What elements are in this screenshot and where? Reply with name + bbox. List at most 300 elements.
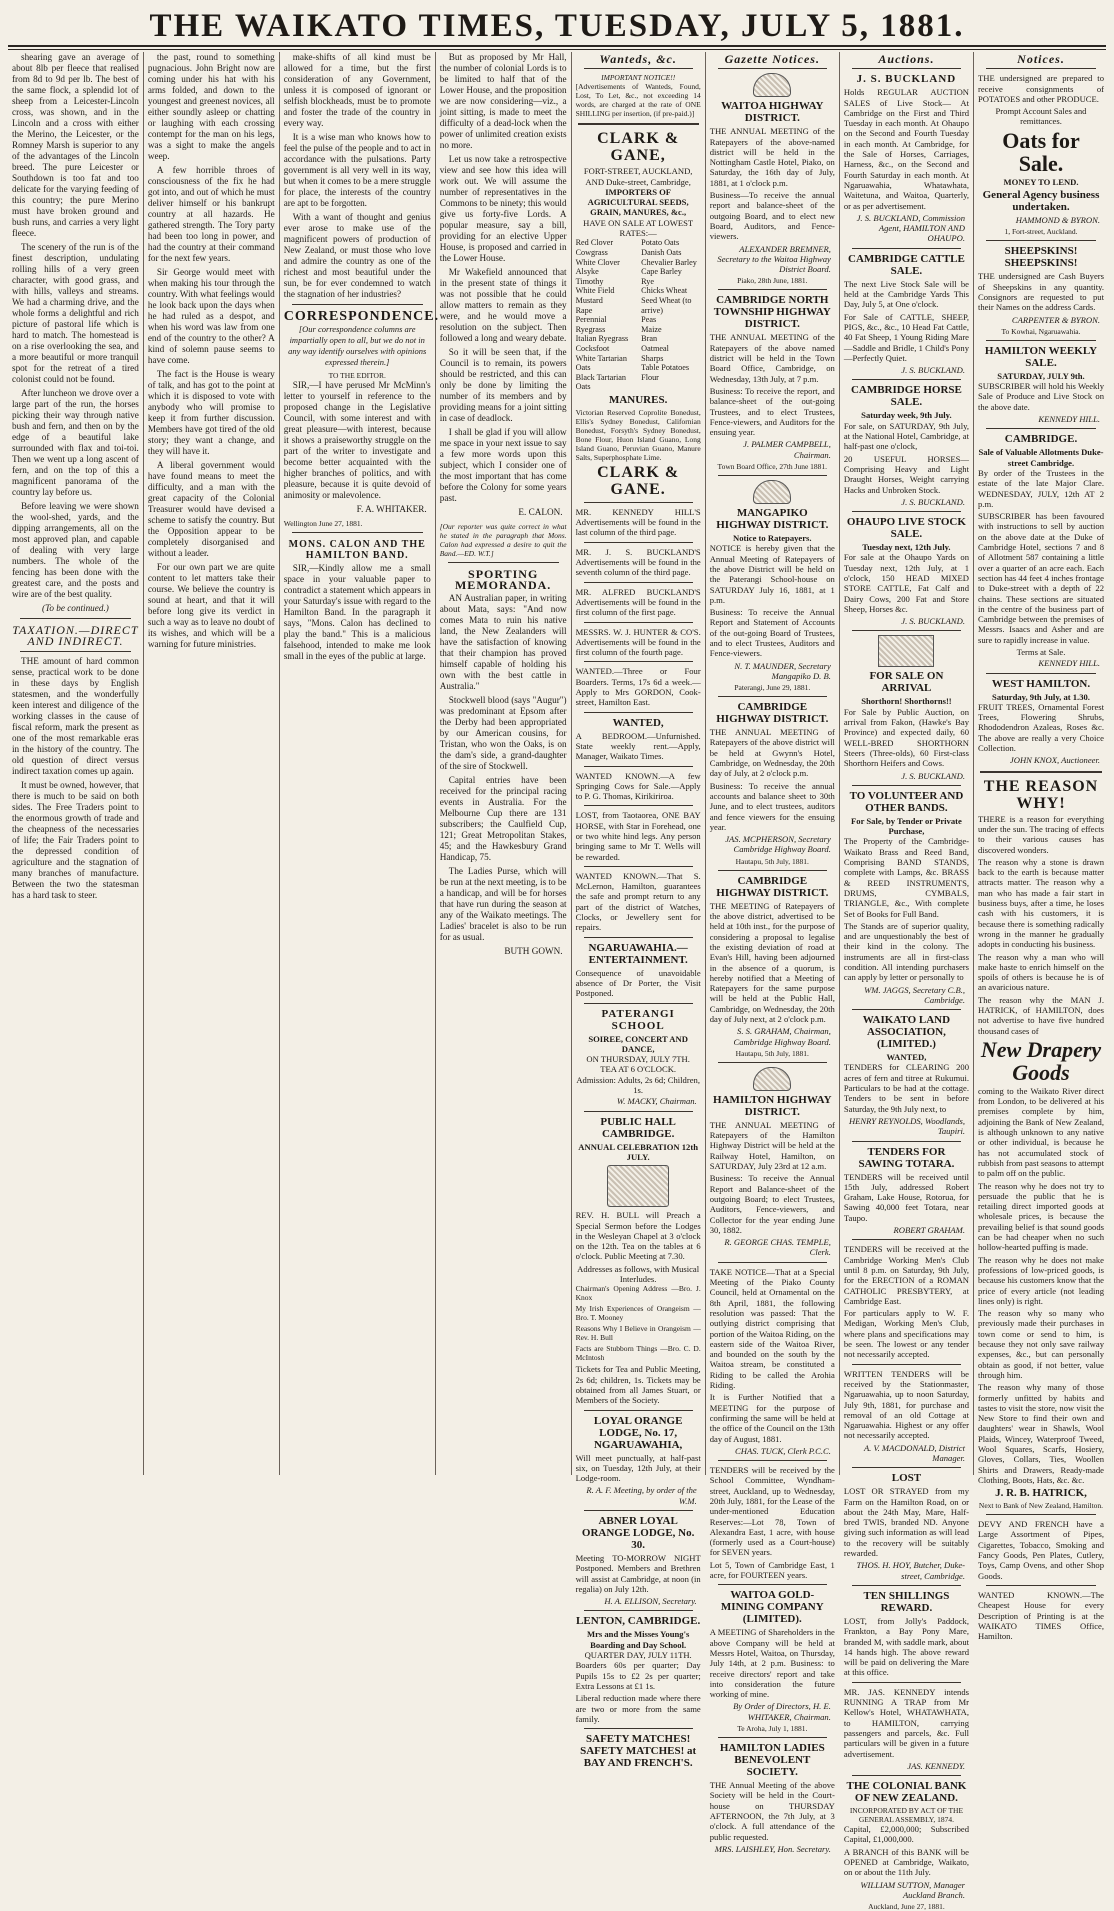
notice-address: Next to Bank of New Zealand, Hamilton. (978, 1501, 1104, 1511)
notice-title: WAITOA HIGHWAY DISTRICT. (721, 100, 824, 125)
notice-text: The reason why a man who will make haste to enrich himself on the spoils of others is because he is of an avaricious nature. (978, 951, 1104, 993)
auction-text: LOST, from Jolly's Paddock, Frankton, a Bay Pony Mare, branded M, with saddle mark, about 14 hands high. The above reward will be paid on delivering the Mare at this office. (843, 1615, 969, 1678)
ad-subtitle: SOIREE, CONCERT AND DANCE, (588, 1033, 688, 1054)
divider (852, 1585, 961, 1586)
divider (852, 630, 961, 631)
column-4 (436, 52, 572, 1475)
article-paragraph: With a want of thought and genius ever arose to make use of the magnificent powers of production of New Zealand, or must those who love and admire the country as one of the richest and most beautiful under the sun, be for ever condemned to watch the stagnation of her industries? (283, 212, 431, 299)
notice-signature: J. R. B. HATRICK, (995, 1487, 1087, 1500)
seed-list-item: Perennial Ryegrass (575, 315, 607, 334)
divider (852, 785, 961, 786)
auction-text: Holds REGULAR AUCTION SALES of Live Stock— At Cambridge on the First and Third Tuesday in each month. At Ohaupo on the Second and Fourth Tuesday in each month. At Cambridge, for the Sale of Horses, Carriages, Harness, &c., on the Second and Fourth Saturday in each month. At Ngaruawahia, Whatawhata, Waitetuna, and Waitoa, Quarterly, or as per advertisement. (843, 87, 969, 211)
auction-subtitle: Saturday week, 9th July. (861, 410, 952, 421)
masthead (0, 0, 1114, 46)
masthead-rule (8, 45, 1106, 47)
divider (292, 532, 423, 533)
ad-text: Consequence of unavoidable absence of Dr Porter, the Visit Postponed. (575, 967, 701, 999)
column-5-wanteds (572, 52, 706, 1770)
notice-text: THE ANNUAL MEETING of Ratepayers of the above district will be held at Gwynn's Hotel, Cambridge, on Wednesday, the 20th day of July, at 2 o'clock p.m. (709, 727, 835, 779)
ad-firm-address: FORT-STREET, AUCKLAND, AND Duke-street, Cambridge, (583, 166, 693, 187)
notice-signature: MRS. LAISHLEY, Hon. Secretary. (714, 1843, 831, 1854)
article-paragraph: the past, round to something pugnacious. John Bright now are coming under his hat with his arms folded, and down to the youngest and greenest novices, all either soundly asleep or chatting or laughing with each crossing contempt for the man on his legs, was a sight to make the angels weep. (147, 52, 275, 161)
auction-signature: J. S. BUCKLAND, Commission Agent, HAMILTON AND OHAUPO. (856, 212, 965, 244)
notice-signature: CARPENTER & BYRON. (1011, 314, 1100, 325)
divider (578, 123, 699, 125)
seed-list-item: Table Potatoes (641, 363, 690, 373)
auction-signature: J. S. BUCKLAND. (901, 365, 965, 376)
auction-text: A BRANCH of this BANK will be OPENED at Cambridge, Waikato, on or about the 11th July. (843, 1846, 969, 1878)
notice-title: CAMBRIDGE HIGHWAY DISTRICT. (716, 701, 829, 726)
notice-text: WANTED KNOWN.—The Cheapest House for every Description of Printing is at the WAIKATO TIMES Office, Hamilton. (978, 1589, 1104, 1642)
manures-title: MANURES. (608, 393, 668, 406)
notice-signature: KENNEDY HILL. (1038, 414, 1100, 425)
auction-title: TO VOLUNTEER AND OTHER BANDS. (849, 789, 964, 814)
auction-text: WRITTEN TENDERS will be received by the Stationmaster, Ngaruawahia, up to noon Saturday, July 9th, 1881, for purchase and removal of an old Cottage at Ngaruawahia. Highest or any offer not necessarily accepted. (843, 1368, 969, 1441)
ad-date: ON THURSDAY, JULY 7TH. (586, 1054, 690, 1065)
notice-text: THE Annual Meeting of the above Society will be held in the Court-house on THURSDAY AFTERNOON, the 7th July, at 3 o'clock. A full attendance of the public requested. (709, 1780, 835, 1842)
notice-text: Business: To receive the annual accounts and balance sheet to 30th June, and to elect trustees, auditors and fence viewers for the ensuing year. (709, 780, 835, 832)
section-heading-notices: Notices. (1017, 52, 1065, 66)
seed-list-item: Rape (575, 305, 593, 315)
divider (292, 304, 423, 305)
notice-subtitle: SATURDAY, JULY 9th. (997, 370, 1085, 381)
ad-subtitle: Mrs and the Misses Young's Boarding and Day School. (586, 1629, 690, 1650)
divider (718, 475, 827, 476)
divider (584, 582, 693, 583)
section-heading-gazette: Gazette Notices. (724, 52, 820, 66)
auction-signature: WILLIAM SUTTON, Manager Auckland Branch. (860, 1879, 965, 1900)
ad-text: Addresses as follows, with Musical Interludes. (577, 1263, 700, 1285)
auction-text: The next Live Stock Sale will be held at the Cambridge Yards This Day, July 5, at One o'clock. (843, 278, 969, 310)
article-paragraph: shearing gave an average of about 8lb per fleece that realised from 8d to 9d per lb. The best of the same flock, a splendid lot of sheep from a Leicester-Lincoln cross, was shown, and in the Lincoln and a cross with either the Merino, the Leicester, or the Romney Marsh is superior to any of the advantages of the Lincoln breed. The pure Leicester or Southdown is too fat and too delicate for the varying feeding of this country; the pure Merino must have broken ground and bush runs, and carries a very light fleece. (12, 52, 139, 238)
column-7-auctions (840, 52, 974, 1911)
divider (584, 805, 693, 806)
seed-list-item: Black Tartarian Oats (575, 372, 627, 392)
divider (980, 771, 1102, 773)
seed-list (576, 238, 701, 392)
notice-signature: By Order of Directors, H. E. WHITAKER, Chairman. (733, 1701, 831, 1722)
notice-text: The reason why the MAN J. HATRICK, of HAMILTON, does not advertise to have five hundred thousand cases of (978, 994, 1104, 1036)
article-paragraph: It is a wise man who knows how to feel the pulse of the people and to act in accordance with the pulsations. Party government is all very well in its way, but when it comes to be a mere struggle for place, the interests of the country are apt to be forgotten. (283, 132, 431, 208)
ad-signature: W. MACKY, Chairman. (616, 1096, 697, 1107)
seed-list-item: Maize (641, 324, 662, 334)
seed-list-item: Chicks Wheat (641, 286, 688, 296)
ad-text: Will meet punctually, at half-past six, on Tuesday, 12th July, at their Lodge-room. (575, 1452, 701, 1484)
auction-title: CAMBRIDGE HORSE SALE. (850, 384, 962, 409)
divider (718, 68, 827, 69)
notice-title: MANGAPIKO HIGHWAY DISTRICT. (716, 507, 829, 532)
article-paragraph: AN Australian paper, in writing about Mata, says: "And now comes Mata to ruin his native land, the New Zealanders will have the satisfaction of knowing that their champion has proved himself capable of holding his own with the best cattle in Australia." (439, 593, 567, 691)
divider (986, 68, 1096, 69)
notice-text: THE undersigned are prepared to receive consignments of POTATOES and other PRODUCE. (978, 73, 1104, 104)
notice-text: Business: To receive the Annual Report and Balance-sheet of the outgoing Board; to elect Trustees, Auditors, Fence-viewers, and Collector for the year ending June 30, 1882. (709, 1173, 835, 1235)
seed-list-item: Alsyke (575, 267, 599, 277)
ad-firm-name: CLARK & GANE, (597, 130, 680, 165)
article-paragraph: But as proposed by Mr Hall, the number of colonial Lords is to be limited to half that of the Lower House, and the proposition we are now considering—viz., a joint sitting, is made to meet the difficulty of a dead-lock when the power of unlimited creation exists no more. (439, 52, 567, 150)
auction-subtitle: For Sale, by Tender or Private Purchase, (851, 815, 962, 837)
notice-address: To Kowhai, Ngaruawahia. (1001, 326, 1081, 336)
auction-signature: J. S. BUCKLAND. (901, 770, 965, 781)
auction-text: The Stands are of superior quality, and are unquestionably the best of their kind in the colony. The instruments are all in first-class condition. All intending purchasers can apply by letter or personally to (843, 920, 969, 983)
ad-text: Liberal reduction made where there are two or more from the same family. (575, 1693, 701, 1724)
auction-title: WAIKATO LAND ASSOCIATION, (LIMITED.) (862, 1014, 951, 1051)
notice-date: Piako, 28th June, 1881. (737, 276, 808, 286)
ad-title: LENTON, CAMBRIDGE. (576, 1615, 701, 1628)
notice-title: HAMILTON LADIES BENEVOLENT SOCIETY. (719, 1742, 825, 1779)
auction-subtitle: Shorthorn! Shorthorns!! (861, 696, 952, 707)
seed-list-item: White Field Mustard (575, 286, 615, 305)
article-paragraph: make-shifts of all kind must be allowed for a time, but the first consideration of any Government, unless it is composed of ignorant or selfish blockheads, must be to promote and foster the trade of the country in every way. (283, 52, 431, 128)
seed-list-item: Timothy (575, 276, 604, 286)
article-paragraph: So it will be seen that, if the Council is to remain, its powers should be restricted, and this can only be done by limiting the number of its members and by providing means for a joint sitting in case of deadlock. (439, 347, 567, 423)
notice-signature: HAMMOND & BYRON. (1015, 215, 1100, 226)
auction-title: J. S. BUCKLAND (856, 73, 957, 86)
ad-title: PATERANGI SCHOOL (601, 1007, 675, 1032)
divider (718, 1584, 827, 1585)
seed-list-item: Red Clover (575, 238, 614, 248)
notice-text: THE MEETING of Ratepayers of the above district, advertised to be held at 10th inst., for the purpose of considering a proposal to legalise the existing deviation of road at Evan's Hill, having been adjourned in the absence of a quorum, is hereby notified that a Meeting of Ratepayers for the same purpose will be held at the Public Hall, Cambridge, on Wednesday, the 20th day of July next, at 2 o'clock p.m. (709, 900, 835, 1024)
divider (584, 661, 693, 662)
auction-signature: JAS. KENNEDY. (907, 1760, 965, 1771)
letter-body: SIR,—Kindly allow me a small space in your valuable paper to contradict a statement which appears in your Saturday's issue with regard to the Hamilton Band. In the paragraph it says, "Mons. Calon has declined to play the band." This is a malicious falsehood, intended to make me look small in the eyes of the public at large. (283, 563, 431, 661)
divider (852, 248, 961, 249)
divider (718, 870, 827, 871)
divider (718, 1062, 827, 1063)
auction-signature: J. S. BUCKLAND. (901, 496, 965, 507)
divider (584, 766, 693, 767)
masthead-title: THE WAIKATO TIMES, TUESDAY, JULY 5, 1881. (149, 8, 965, 44)
notice-text: The reason why so many who previously made their purchases in town come or send to him, is because they not only save railway expenses, &c., but can personally obtain as good, if not better, value through him. (978, 1308, 1104, 1380)
ad-firm-name: CLARK & GANE. (597, 463, 680, 498)
coat-of-arms-illustration (753, 480, 791, 504)
notice-text: Lot 5, Town of Cambridge East, 1 acre, for FOURTEEN years. (709, 1559, 835, 1581)
divider (986, 1514, 1096, 1515)
ad-firm-trade: IMPORTERS OF AGRICULTURAL SEEDS, GRAIN, MANURES, &c., (587, 186, 689, 218)
ad-text: Reasons Why I Believe in Orangeism —Rev. H. Bull (575, 1324, 701, 1343)
column-6-gazette (706, 52, 840, 1854)
divider (986, 673, 1096, 674)
article-paragraph: The scenery of the run is of the finest description, undulating rolling hills of a very green character, with good grass, and with hills, valleys and streams. We had a charming drive, and the whole forms a delightful and rich picture of pastoral life which is hard to match. The homestead is on a rise overlooking the sea, and a more beautiful or more tranquil spot for the retreat of a tired colonist could not be found. (12, 242, 139, 384)
ad-text: Facts are Stubborn Things —Bro. C. D. McIntosh (575, 1344, 701, 1363)
seed-list-left (576, 238, 636, 392)
notice-title: HAMILTON WEEKLY SALE. (984, 344, 1098, 369)
ad-signature: H. A. ELLISON, Secretary. (604, 1596, 697, 1607)
auction-subtitle: Tuesday next, 12th July. (862, 542, 951, 553)
article-paragraph: It must be owned, however, that there is much to be said on both sides. The Free Traders point to the enormous growth of trade and the cheapness of the necessaries of life; the Fair Traders point to the depressed condition of agriculture and the stagnation of many branches of manufacture. Between the two the statesman has a hard task to steer. (12, 780, 139, 900)
notice-date: Town Board Office, 27th June 1881. (717, 462, 828, 472)
auction-title: TENDERS FOR SAWING TOTARA. (858, 1145, 955, 1170)
auction-signature: WM. JAGGS, Secretary C.B., Cambridge. (864, 984, 965, 1005)
divider (584, 866, 693, 867)
auction-text: TENDERS will be received at the Cambridge Working Men's Club until 8 p.m. on Saturday, 9th July, for the ERECTION of a ROMAN CATHOLIC PRESBYTERY, at Cambridge East. (843, 1244, 969, 1306)
notice-text: coming to the Waikato River direct from London, to be delivered at his premises complete by him, adjoining the Bank of New Zealand, is although unknown to any native or other individual, is because he has not accumulated stock of rubbish from past seasons to attempt to palm off on the public. (978, 1085, 1104, 1179)
coat-of-arms-illustration (753, 73, 791, 97)
divider (718, 289, 827, 290)
seed-list-item: Cape Barley (641, 267, 682, 277)
auction-signature: THOS. H. HOY, Butcher, Duke-street, Cambridge. (856, 1560, 965, 1581)
ad-text: My Irish Experiences of Orangeism —Bro. T. Mooney (575, 1304, 701, 1323)
ad-text: TEA AT 6 O'CLOCK. (600, 1064, 677, 1075)
article-paragraph: Let us now take a retrospective view and see how this idea will work out. We will assume the number of representatives in the Commons to be ninety; this would give us forty-five Lords. A popular measure, say a bill, providing for an elective Upper House, is proposed and carried in the Lower House. (439, 154, 567, 263)
ad-text: Tickets for Tea and Public Meeting, 2s 6d; children, 1s. Tickets may be obtained from all James Stuart, or Members of the Society. (575, 1364, 701, 1406)
divider (584, 542, 693, 543)
auction-text: LOST OR STRAYED from my Farm on the Hamilton Road, on or about the 24th May, Mare, Half-bred TWIS, branded ND. Anyone giving such information as will lead to the recovery will be suitably rewarded. (843, 1486, 969, 1559)
divider (718, 1262, 827, 1263)
correspondence-note: [Our correspondence columns are impartially open to all, but we do not in any way identify ourselves with opinions expressed therein.] (288, 324, 427, 367)
column-1 (8, 52, 144, 1475)
notice-text: FRUIT TREES, Ornamental Forest Trees, Flowering Shrubs, Rhododendron Azaleas, Roses &c. The above are really a very Choice Collection. (978, 701, 1104, 754)
ad-signature: R. A. F. Meeting, by order of the W.M. (586, 1485, 697, 1506)
notice-text: A MEETING of Shareholders in the above Company will be held at Messrs Hotel, Waitoa, on Thursday, July 14th, at 2 p.m. Business: to receive directors' report and take into consideration the future working of mine. (709, 1627, 835, 1700)
divider (852, 1364, 961, 1365)
notice-text: Terms at Sale. (1016, 646, 1066, 657)
notice-text: TAKE NOTICE—That at a Special Meeting of the Piako County Council, held at Ornamental on the 8th April, 1881, the following resolution was passed: That the outlying district comprising that portion of the Waitoa Riding, on the eastern side of the Waitoa River, and bounded on the south by the Waitoa stream, be constituted a Riding to be called the Arohia Riding. (709, 1266, 835, 1391)
letter-signature: E. CALON. (518, 507, 563, 517)
oats-for-sale-title: Oats for Sale. (1002, 127, 1080, 176)
divider (852, 1239, 961, 1240)
ad-subtitle: ANNUAL CELEBRATION 12th JULY. (578, 1141, 698, 1162)
divider (986, 428, 1096, 429)
notice-subtitle: MONEY TO LEND. (1003, 176, 1079, 187)
ad-firm-lead: HAVE ON SALE AT LOWEST RATES:— (583, 217, 694, 239)
seed-list-item: Sharps (641, 353, 664, 363)
auction-signature: ROBERT GRAHAM. (893, 1225, 965, 1236)
article-paragraph: A liberal government would have found means to meet the difficulty, and a man with the great capacity of the Colonial Treasurer would have devised a scheme to satisfy the country. But the Opposition appear to be completely disorganised and without a leader. (147, 460, 275, 558)
section-heading-correspondence: CORRESPONDENCE. (283, 309, 440, 324)
article-paragraph: Capital entries have been received for the principal racing events in Australia. For the Melbourne Cup there are 131 subscribers; the Caulfield Cup, 121; Great Metropolitan Stakes, 45; and the Hawkesbury Grand Handicap, 75. (439, 775, 567, 862)
auction-text: For Sale of CATTLE, SHEEP, PIGS, &c., &c., 10 Head Fat Cattle, 40 Fat Sheep, 1 Young Riding Mare—Saddle and Bridle, 1 Child's Pony—Perfectly Quiet. (843, 311, 969, 363)
auction-text: MR. JAS. KENNEDY intends RUNNING A TRAP from Mr Kellow's Hotel, WHATAWHATA, to HAMILTON, carrying passengers and parcels, &c. Full particulars will be given in a future advertisement. (843, 1686, 969, 1759)
seed-list-item: Rye (641, 276, 655, 286)
notice-text: THE ANNUAL MEETING of the Ratepayers of the above-named district will be held in the Nottingham Castle Hotel, Piako, on Saturday, the 16th day of July, 1881, at 1 o'clock p.m. (709, 126, 835, 188)
notice-signature: JOHN KNOX, Auctioneer. (1009, 755, 1100, 766)
notice-signature: R. GEORGE CHAS. TEMPLE, Clerk. (724, 1237, 831, 1258)
ad-title: WANTED, (612, 716, 664, 729)
divider (986, 340, 1096, 341)
divider (852, 68, 961, 69)
notice-text: THE ANNUAL MEETING of Ratepayers of the Hamilton Highway District will be held at the Railway Hotel, Hamilton, on SATURDAY, July 23rd at 12 a.m. (709, 1119, 835, 1172)
ad-text: WANTED KNOWN.—A few Springing Cows for Sale.—Apply to P. G. Thomas, Kirikiriroa. (575, 770, 701, 802)
divider (584, 1610, 693, 1611)
article-paragraph: For our own part we are quite content to let matters take their course. We believe the country is sound at heart, and that it will before long give its verdict in such a way as to leave no doubt of its wishes, and which will be a warning for future ministries. (147, 562, 275, 649)
ad-text: Meeting TO-MORROW NIGHT Postponed. Members and Brethren will assist at Cambridge, at noon (in regalia) on July 12th. (575, 1552, 701, 1594)
notice-text: Prompt Account Sales and remittances. (995, 106, 1087, 127)
divider (584, 502, 693, 503)
auction-date: Auckland, June 27, 1881. (868, 1902, 945, 1911)
seed-list-item: Chevalier Barley (641, 257, 697, 267)
divider (718, 1737, 827, 1738)
column-3 (280, 52, 440, 1475)
auction-text: TENDERS for CLEARING 200 acres of fern and titree at Rukumui. Particulars to be had at the cottage. Tenders to be sent in before Saturday, the 9th July next, to (843, 1062, 969, 1114)
divider (584, 937, 693, 938)
auction-title: CAMBRIDGE CATTLE SALE. (848, 252, 965, 277)
new-drapery-title: New Drapery Goods (980, 1036, 1102, 1085)
notice-signature: J. PALMER CAMPBELL, Chairman. (743, 439, 831, 460)
notice-text: The reason why many of those formerly unfitted by habits and tastes to visit the store, now visit the New Store to find their own and daughters' wear in Shawls, Wool Plaids, Wincey, Waterproof Tweed, Wool Squares, Scarfs, Hosiery, Gloves, Collars, Ties, Woollen Shirts and Drawers, Ready-made Clothing, Boots, Hats, &c. &c. (978, 1382, 1104, 1485)
section-heading-auctions: Auctions. (878, 52, 935, 66)
notice-subtitle: Notice to Ratepayers. (733, 533, 812, 544)
auction-subtitle: WANTED, (886, 1052, 927, 1063)
section-heading-sporting: SPORTING MEMORANDA. (454, 567, 552, 592)
article-paragraph: A few horrible throes of consciousness of the fix he had got into, and out of which he must deliver himself or his bankrupt country at all hazards. He gathered strength. The Tory party had been too long in power, and had the country at their command for the next few years. (147, 165, 275, 263)
notice-signature: KENNEDY HILL. (1038, 658, 1100, 669)
coat-of-arms-illustration (753, 1067, 791, 1091)
auction-text: The Property of the Cambridge-Waikato Brass and Reed Band, Comprising BAND STANDS, complete with Lamps, &c. BRASS & REED INSTRUMENTS, DRUMS, CYMBALS, TRIANGLE, &c., With complete Set of Books for Full Band. (843, 836, 969, 919)
bull-illustration (878, 635, 934, 667)
column-8-notices (974, 52, 1108, 1642)
ad-title: NGARUAWAHIA.—ENTERTAINMENT. (588, 941, 688, 966)
reason-why-title: THE REASON WHY! (983, 777, 1099, 812)
article-paragraph: THE amount of hard common sense, practical work to be done in these days by English statesmen, and the wonderfully keen interest and diligence of the working classes in the cause of fiscal reform, mark the present as one of the most remarkable eras in the history of the country. The old question of direct versus indirect taxation comes up again. (12, 656, 139, 776)
notice-signature: JAS. MCPHERSON, Secretary Cambridge Highway Board. (725, 834, 831, 855)
divider (584, 1510, 693, 1511)
letter-date: Wellington June 27, 1881. (283, 519, 363, 528)
article-paragraph: Stockwell blood (says "Augur") was predominant at Epsom after the Derby had been appropriated by our American cousins, for Tristan, who won the Oaks, is on the dam's side, a grand-daughter of the sire of Stockwell. (439, 695, 567, 771)
ad-title: ABNER LOYAL ORANGE LODGE, No. 30. (581, 1514, 695, 1551)
notice-signature: CHAS. TUCK, Clerk P.C.C. (735, 1445, 831, 1456)
ad-text: WANTED.—Three or Four Boarders. Terms, 17s 6d a week.—Apply to Mrs GORDON, Cook-street, Hamilton East. (575, 666, 701, 708)
notice-title: WEST HAMILTON. (991, 677, 1091, 690)
notice-title: CAMBRIDGE. (1004, 433, 1078, 446)
column-container (8, 52, 1108, 1911)
article-paragraph: Sir George would meet with when making his tour through the country. With what feelings would he look back upon the days when he had ruled as a despot, and when his word was law from one end of the country to the other? A kind of solemn pause seems to have come. (147, 267, 275, 365)
article-heading: TAXATION.—DIRECT AND INDIRECT. (12, 623, 139, 648)
letter-heading: TO THE EDITOR. (328, 371, 386, 380)
divider (852, 1141, 961, 1142)
letter-heading: MONS. CALON AND THE HAMILTON BAND. (288, 539, 426, 561)
seed-list-item: Italian Ryegrass (575, 334, 629, 344)
seed-list-item: Bran (641, 334, 658, 344)
seed-list-item: Cocksfoot (575, 343, 610, 353)
notice-text: THERE is a reason for everything under the sun. The tracing of effects to their various causes has discovered wonders. (978, 813, 1104, 855)
seed-list-right (641, 238, 701, 392)
notice-text: By order of the Trustees in the estate of the late Major Clare. WEDNESDAY, JULY, 12th AT 2 p.m. (978, 467, 1104, 509)
notice-text: [Advertisements of Wanteds, Found, Lost, To Let, &c., not exceeding 14 words, are charged at the rate of ONE SHILLING per insertion, (if pre-paid.)] (575, 82, 701, 119)
article-paragraph: The fact is the House is weary of talk, and has got to the point at which it is disposed to vote with anybody who will promise to keep it from further discussion. Members have got tired of the old story; they want a change, and they will have it. (147, 369, 275, 456)
notice-title: CAMBRIDGE HIGHWAY DISTRICT. (716, 874, 829, 899)
divider (584, 622, 693, 623)
column-2 (144, 52, 280, 1475)
divider (718, 1460, 827, 1461)
seed-list-item: White Clover (575, 257, 620, 267)
divider (852, 1682, 961, 1683)
letter-body: SIR,—I have perused Mr McMinn's letter to yourself in reference to the proposed change in the Legislative Council, with some interest and with great pleasure—with interest, because it shows a praiseworthy struggle on the part of the writer to investigate and become better acquainted with the higher branches of politics, and with pleasure, because it is quite devoid of animosity or malevolence. (283, 380, 431, 500)
continued-note: (To be continued.) (42, 603, 109, 613)
notice-text: The reason why he does not try to persuade the public that he is retailing direct imported goods at wholesale prices, is because the prevailing belief is that sound goods can be had cheaper when no such hollow-hearted puffing is made. (978, 1180, 1104, 1253)
notice-text: The reason why a stone is drawn back to the earth is because matter attracts matter. The reason why a man who has made a fair start in business buys, after a time, he loses cash with his customers, it is because there is something radically wrong in the manner he gradually adopts in conducting his business. (978, 856, 1104, 950)
notice-title: CAMBRIDGE NORTH TOWNSHIP HIGHWAY DISTRICT. (713, 294, 831, 331)
auction-title: TEN SHILLINGS REWARD. (863, 1589, 950, 1614)
notice-text: THE undersigned are Cash Buyers of Sheepskins in any quantity. Consignors are requested to put their Names on the address Cards. (978, 271, 1104, 313)
divider (584, 1410, 693, 1411)
notice-title: HAMILTON HIGHWAY DISTRICT. (713, 1093, 832, 1118)
divider (852, 1467, 961, 1468)
divider (584, 712, 693, 713)
ad-title: LOYAL ORANGE LODGE, No. 17, NGARUAWAHIA, (593, 1414, 683, 1451)
divider (852, 511, 961, 512)
byline: BUTH GOWN. (504, 946, 563, 956)
divider (852, 379, 961, 380)
seed-list-item: White Tartarian Oats (575, 353, 627, 373)
notice-text: THE ANNUAL MEETING of the Ratepayers of the above named district will be held in the Town Board Office, Cambridge, on Wednesday, 13th July, at 7 p.m. (709, 332, 835, 384)
divider (584, 68, 693, 69)
divider (718, 696, 827, 697)
ad-text: MR. ALFRED BUCKLAND'S Advertisements will be found in the first column of the first page. (575, 586, 701, 618)
article-paragraph: After luncheon we drove over a large part of the run, the horses picking their way through native bush and fern, and then on by the edge of a beautiful lake surrounded with flax and toi-toi. Then we went up a long ascent of fern, and on the top of this a magnificent panorama of the country lay before us. (12, 388, 139, 497)
auction-title: LOST (891, 1472, 922, 1485)
auction-title: OHAUPO LIVE STOCK SALE. (846, 516, 966, 541)
ad-text: Boarders 60s per quarter; Day Pupils 15s to £2 2s per quarter; Extra Lessons at £1 1s. (575, 1660, 701, 1691)
auction-text: 20 USEFUL HORSES— Comprising Heavy and Light Draught Horses, Weight carrying Hacks and Unbroken Stock. (843, 453, 969, 495)
ad-text: LOST, from Taotaorea, ONE BAY HORSE, with Star in Forehead, one or two white hind legs. Any person bringing same to Mr T. Wells will be rewarded. (575, 810, 701, 862)
notice-title: WAITOA GOLD-MINING COMPANY (LIMITED). (720, 1589, 824, 1626)
notice-subtitle: Sale of Valuable Allotments Duke-street Cambridge. (978, 447, 1104, 468)
divider (986, 1585, 1096, 1586)
divider (852, 1775, 961, 1776)
ad-text: Admission: Adults, 2s 6d; Children, 1s. (576, 1074, 700, 1096)
manures-list: Victorian Reserved Coprolite Bonedust, Ellis's Sydney Bonedust, Californian Bonedust, Forsyth's Sydney Bonedust, Bone Flour, Huon Island Guano, Long Island Guano, Peruvian Guano, Manure Salts, Superphosphate Lime. (575, 407, 701, 462)
notice-text: Business: To receive the Annual Report and Statement of Accounts of the out-going Board of Trustees, and to elect Trustees, Auditors and Fence-viewers. (709, 607, 835, 659)
notice-date: Paterangi, June 29, 1881. (734, 683, 811, 693)
seed-list-item: Potato Oats (641, 238, 680, 248)
notice-date: Hautapu, 5th July, 1881. (735, 1048, 809, 1058)
notice-text: SUBSCRIBER will hold his Weekly Sale of Produce and Live Stock on the above date. (978, 381, 1104, 412)
seed-list-item: Danish Oats (641, 247, 682, 257)
seed-list-item: Peas (641, 315, 657, 325)
notice-text: The reason why he does not make professions of low-priced goods, is because his customers know that the price of every article (not leading lines only) is right. (978, 1254, 1104, 1306)
divider (584, 1111, 693, 1112)
notice-text: It is Further Notified that a MEETING for the purpose of confirming the same will be held at the office of the Council on the 13th day of August, 1881. (709, 1392, 835, 1444)
divider (584, 1003, 693, 1004)
ad-text: WANTED KNOWN.—That S. McLernon, Hamilton, guarantees the safe and prompt return to any part of the district of Watches, Clocks, or Jewellery sent for repairs. (575, 870, 701, 933)
notice-text: NOTICE is hereby given that the Annual Meeting of Ratepayers of the above District will be held on the Paterangi School-house on SATURDAY July 16, 1881, at 1 p.m. (709, 543, 835, 605)
auction-text: For Sale by Public Auction, on arrival from Fakon, (Hawke's Bay Province) and expected daily, 60 WELL-BRED SHORTHORN Steers (Three-olds), 60 First-class Shorthorn Heifers and Cows. (843, 706, 969, 769)
article-paragraph: Mr Wakefield announced that in the present state of things it was not possible that he could allow matters to remain as they were, and he would move a resolution on the subject. Then followed a long and weary debate. (439, 267, 567, 343)
auction-title: THE COLONIAL BANK OF NEW ZEALAND. (846, 1780, 967, 1805)
auction-text: Capital, £2,000,000; Subscribed Capital, £1,000,000. (843, 1824, 969, 1845)
ad-text: MESSRS. W. J. HUNTER & CO'S. Advertisements will be found in the first column of the fourth page. (575, 626, 701, 658)
notice-text: Business—To receive the annual report and balance-sheet of the outgoing Board, and to elect new Board, Auditors, and Fence-viewers. (709, 190, 835, 242)
section-heading-wanteds: Wanteds, &c. (599, 52, 677, 66)
notice-text: TENDERS will be received by the School Committee, Wyndham-street, Auckland, up to Wednesday, 20th July, 1881, for the Lease of the under-mentioned Education Reserves:—Lot 78, Town of Alexandra East, 1 acre, with house (formerly used as a Court-house) for SEVEN years. (709, 1465, 835, 1558)
notice-signature: N. T. MAUNDER, Secretary Mangapiko D. B. (734, 660, 831, 681)
ad-text: A BEDROOM.—Unfurnished. State weekly rent.—Apply, Manager, Waikato Times. (575, 730, 701, 762)
seed-list-item: Cowgrass (575, 247, 608, 257)
divider (986, 240, 1096, 241)
notice-text: SUBSCRIBER has been favoured with instructions to sell by auction on the above date at the Duke of Cambridge Hotel, sections 7 and 8 of Allotment 587 containing a little over a quarter of an acre each. Each section has 44 feet 4 inches frontage to Duke-street with a depth of 22 chains. These sections are situated in the centre of the business part of Cambridge between the premises of Messrs. Isaacs and Asher and are sure to rapidly increase in value. (978, 511, 1104, 645)
ad-date: QUARTER DAY, JULY 11TH. (584, 1650, 692, 1661)
divider (448, 562, 559, 563)
notice-date: Te Aroha, July 1, 1881. (737, 1724, 808, 1734)
article-paragraph: Before leaving we were shown the wool-shed, yards, and the dipping arrangements, all on the most approved plan, and capable of dealing with very large numbers. The whole of the fencing has been done with the greatest care, and the posts and wire are of the best quality. (12, 501, 139, 599)
notice-subtitle: Saturday, 9th July, at 1.30. (992, 691, 1090, 702)
notice-text: Business: To receive the report, and balance-sheet of the out-going Trustees, and to elect Trustees, Fence-viewers, and Auditors for the ensuing year. (709, 385, 835, 438)
notice-date: Hautapu, 5th July, 1881. (735, 856, 809, 866)
notice-signature: ALEXANDER BREMNER, Secretary to the Waitoa Highway District Board. (717, 243, 831, 275)
auction-text: For sale, on SATURDAY, 9th July, at the National Hotel, Cambridge, at half-past one o'clock, (843, 420, 969, 452)
divider (584, 1728, 693, 1729)
article-paragraph: The Ladies Purse, which will be run at the next meeting, is to be a handicap, and will be for horses that have run during the season at any of the Waikato meetings. The Ladies' bracelet is also to be run for as usual. (439, 866, 567, 942)
ad-text: MR. KENNEDY HILL'S Advertisements will be found in the last column of the third page. (575, 506, 701, 538)
letter-signature: F. A. WHITAKER. (356, 504, 427, 514)
ad-text: REV. H. BULL will Preach a Special Sermon before the Lodges in the Wesleyan Chapel at 3 o'clock on the 12th. Tea on the tables at 6 o'clock. Public Meeting at 7.30. (575, 1210, 701, 1262)
auction-subtitle: INCORPORATED BY ACT OF THE GENERAL ASSEMBLY, 1874. (849, 1806, 964, 1825)
masthead-rule-thin (8, 49, 1106, 50)
divider (20, 651, 131, 652)
horse-rider-illustration (607, 1165, 669, 1207)
auction-signature: A. V. MACDONALD, District Manager. (863, 1442, 965, 1463)
seed-list-item: Flour (641, 372, 659, 382)
